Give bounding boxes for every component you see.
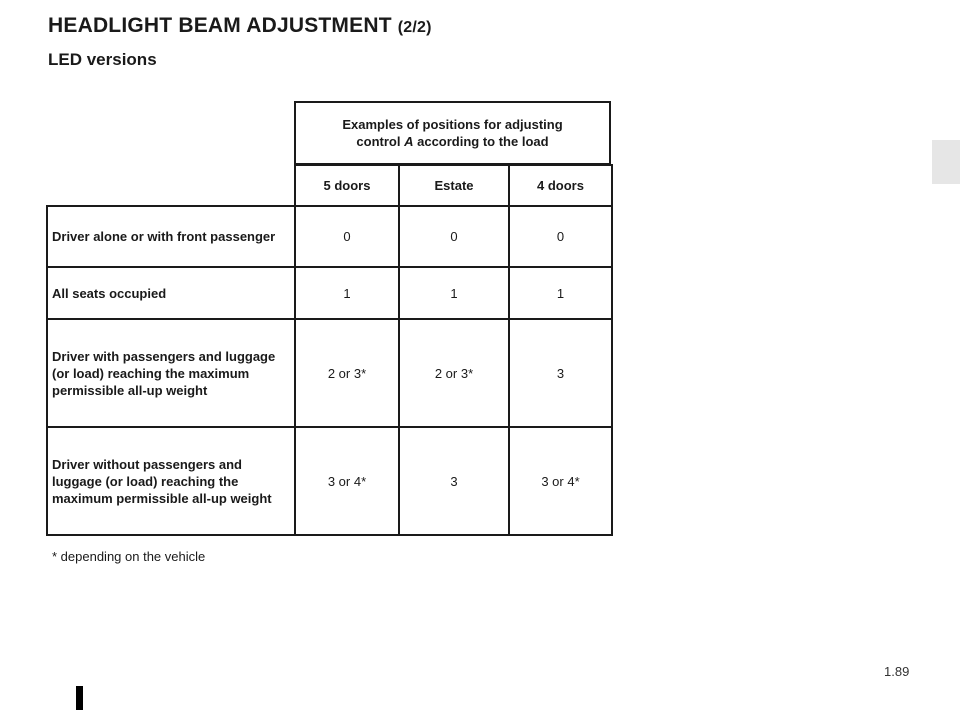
caption-line-1: Examples of positions for adjusting (342, 117, 563, 132)
cell-value: 3 or 4* (295, 427, 399, 535)
cell-value: 1 (295, 267, 399, 319)
cell-value: 0 (509, 206, 612, 267)
footnote: * depending on the vehicle (52, 549, 206, 564)
column-header-5-doors: 5 doors (295, 165, 399, 206)
row-label: Driver alone or with front passenger (47, 206, 295, 267)
caption-line-2-post: according to the load (417, 134, 549, 149)
cell-value: 3 or 4* (509, 427, 612, 535)
cell-value: 0 (295, 206, 399, 267)
column-header-estate: Estate (399, 165, 509, 206)
cell-value: 2 or 3* (399, 319, 509, 427)
table-row (47, 427, 612, 535)
table-row (47, 319, 612, 427)
page-number: 1.89 (884, 664, 910, 679)
section-subtitle: LED versions (48, 50, 157, 69)
caption-line-2-pre: control (356, 134, 401, 149)
page-edge-marker (76, 686, 83, 710)
caption-control-letter: A (404, 134, 414, 149)
row-label: Driver with passengers and luggage (or load) reaching the maximum permissible all-up weight (47, 319, 295, 427)
column-header-row (47, 165, 612, 206)
header-blank-cell (47, 165, 295, 206)
cell-value: 3 (509, 319, 612, 427)
page-part-indicator: (2/2) (397, 19, 432, 36)
cell-value: 3 (399, 427, 509, 535)
row-label: All seats occupied (47, 267, 295, 319)
table-row (47, 267, 612, 319)
row-label: Driver without passengers and luggage (or load) reaching the maximum permissible all-up weight (47, 427, 295, 535)
table-row (47, 206, 612, 267)
cell-value: 1 (509, 267, 612, 319)
adjustment-table (46, 164, 613, 536)
cell-value: 0 (399, 206, 509, 267)
page-title-text: HEADLIGHT BEAM ADJUSTMENT (48, 14, 392, 37)
cell-value: 1 (399, 267, 509, 319)
page-title (48, 14, 432, 38)
table-caption (294, 101, 611, 165)
column-header-4-doors: 4 doors (509, 165, 612, 206)
cell-value: 2 or 3* (295, 319, 399, 427)
chapter-tab (932, 140, 960, 184)
